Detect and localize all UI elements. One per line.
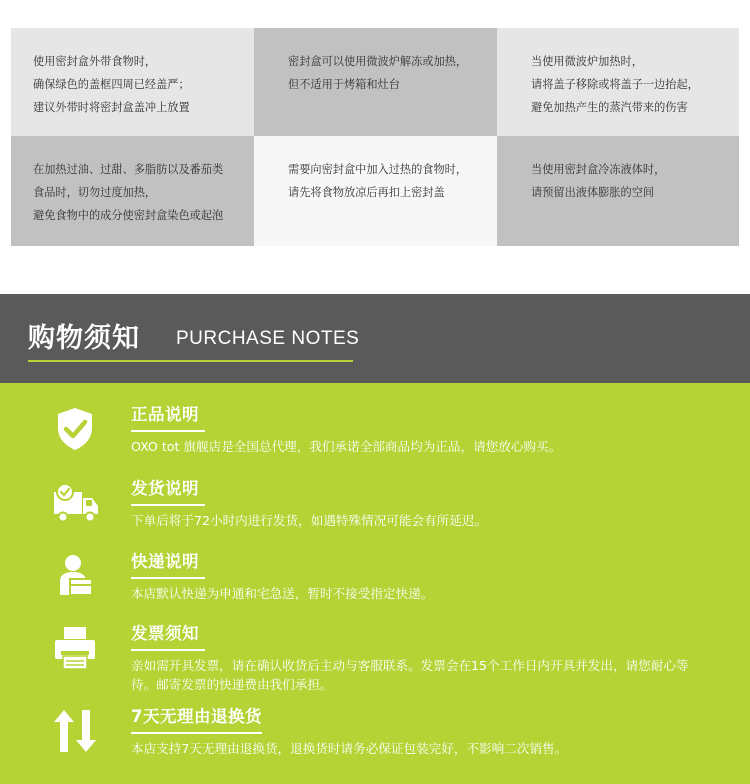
note-heading: 正品说明	[131, 405, 199, 424]
note-text: 下单后将于72小时内进行发货，如遇特殊情况可能会有所延迟。	[131, 513, 488, 528]
delivery-truck-icon	[50, 478, 100, 528]
purchase-notes-list	[0, 383, 750, 784]
note-heading: 发票须知	[131, 624, 199, 643]
heading-underline	[131, 649, 205, 651]
tip-cell	[11, 136, 254, 246]
tip-cell	[497, 28, 739, 136]
courier-icon	[50, 551, 100, 601]
tip-cell	[497, 136, 739, 246]
tip-cell	[254, 28, 497, 136]
tip-line: 需要向密封盒中加入过热的食物时，	[288, 163, 468, 176]
tip-line: 请预留出液体膨胀的空间	[531, 186, 655, 199]
note-item-returns	[0, 706, 750, 776]
tip-line: 当使用微波炉加热时，	[531, 55, 643, 68]
tip-line: 食品时，切勿过度加热，	[33, 186, 157, 199]
shield-check-icon	[50, 404, 100, 454]
tip-line: 密封盒可以使用微波炉解冻或加热，	[288, 55, 468, 68]
note-item-courier	[0, 551, 750, 621]
note-item-authentic	[0, 404, 750, 474]
tip-line: 确保绿色的盖框四周已经盖严；	[33, 78, 190, 91]
purchase-notes-header	[0, 294, 750, 383]
tip-line: 请将盖子移除或将盖子一边抬起，	[531, 78, 699, 91]
tip-cell	[11, 28, 254, 136]
note-heading: 快递说明	[131, 552, 199, 571]
heading-underline	[131, 577, 205, 579]
note-heading: 7天无理由退换货	[131, 707, 262, 726]
tip-line: 当使用密封盒冷冻液体时，	[531, 163, 666, 176]
section-title-cn: 购物须知	[28, 323, 140, 354]
note-text: 本店支持7天无理由退换货，退换货时请务必保证包装完好，不影响二次销售。	[131, 741, 568, 756]
heading-underline	[131, 430, 205, 432]
tip-line: 使用密封盒外带食物时，	[33, 55, 157, 68]
note-text: 亲如需开具发票，请在确认收货后主动与客服联系。发票会在15个工作日内开具并发出，请您耐心等待。邮寄发票的快递费由我们承担。	[131, 658, 689, 692]
tip-line: 建议外带时将密封盒盖冲上放置	[33, 101, 190, 114]
tip-cell	[254, 136, 497, 246]
note-text: 本店默认快递为申通和宅急送，暂时不接受指定快递。	[131, 586, 434, 601]
tip-line: 但不适用于烤箱和灶台	[288, 78, 400, 91]
note-text: OXO tot 旗舰店是全国总代理，我们承诺全部商品均为正品，请您放心购买。	[131, 439, 562, 454]
tip-line: 请先将食物放凉后再扣上密封盖	[288, 186, 445, 199]
tip-line: 避免食物中的成分使密封盒染色或起泡	[33, 209, 224, 222]
section-title-en: PURCHASE NOTES	[176, 328, 360, 349]
tip-line: 避免加热产生的蒸汽带来的伤害	[531, 101, 688, 114]
heading-underline	[131, 732, 262, 734]
exchange-arrows-icon	[50, 706, 100, 756]
heading-underline	[131, 504, 205, 506]
note-item-invoice	[0, 623, 750, 693]
note-item-shipping	[0, 478, 750, 548]
printer-icon	[50, 623, 100, 673]
section-underline	[28, 360, 353, 362]
note-heading: 发货说明	[131, 479, 199, 498]
tip-line: 在加热过油、过甜、多脂肪以及番茄类	[33, 163, 224, 176]
care-tips-grid	[11, 28, 739, 246]
